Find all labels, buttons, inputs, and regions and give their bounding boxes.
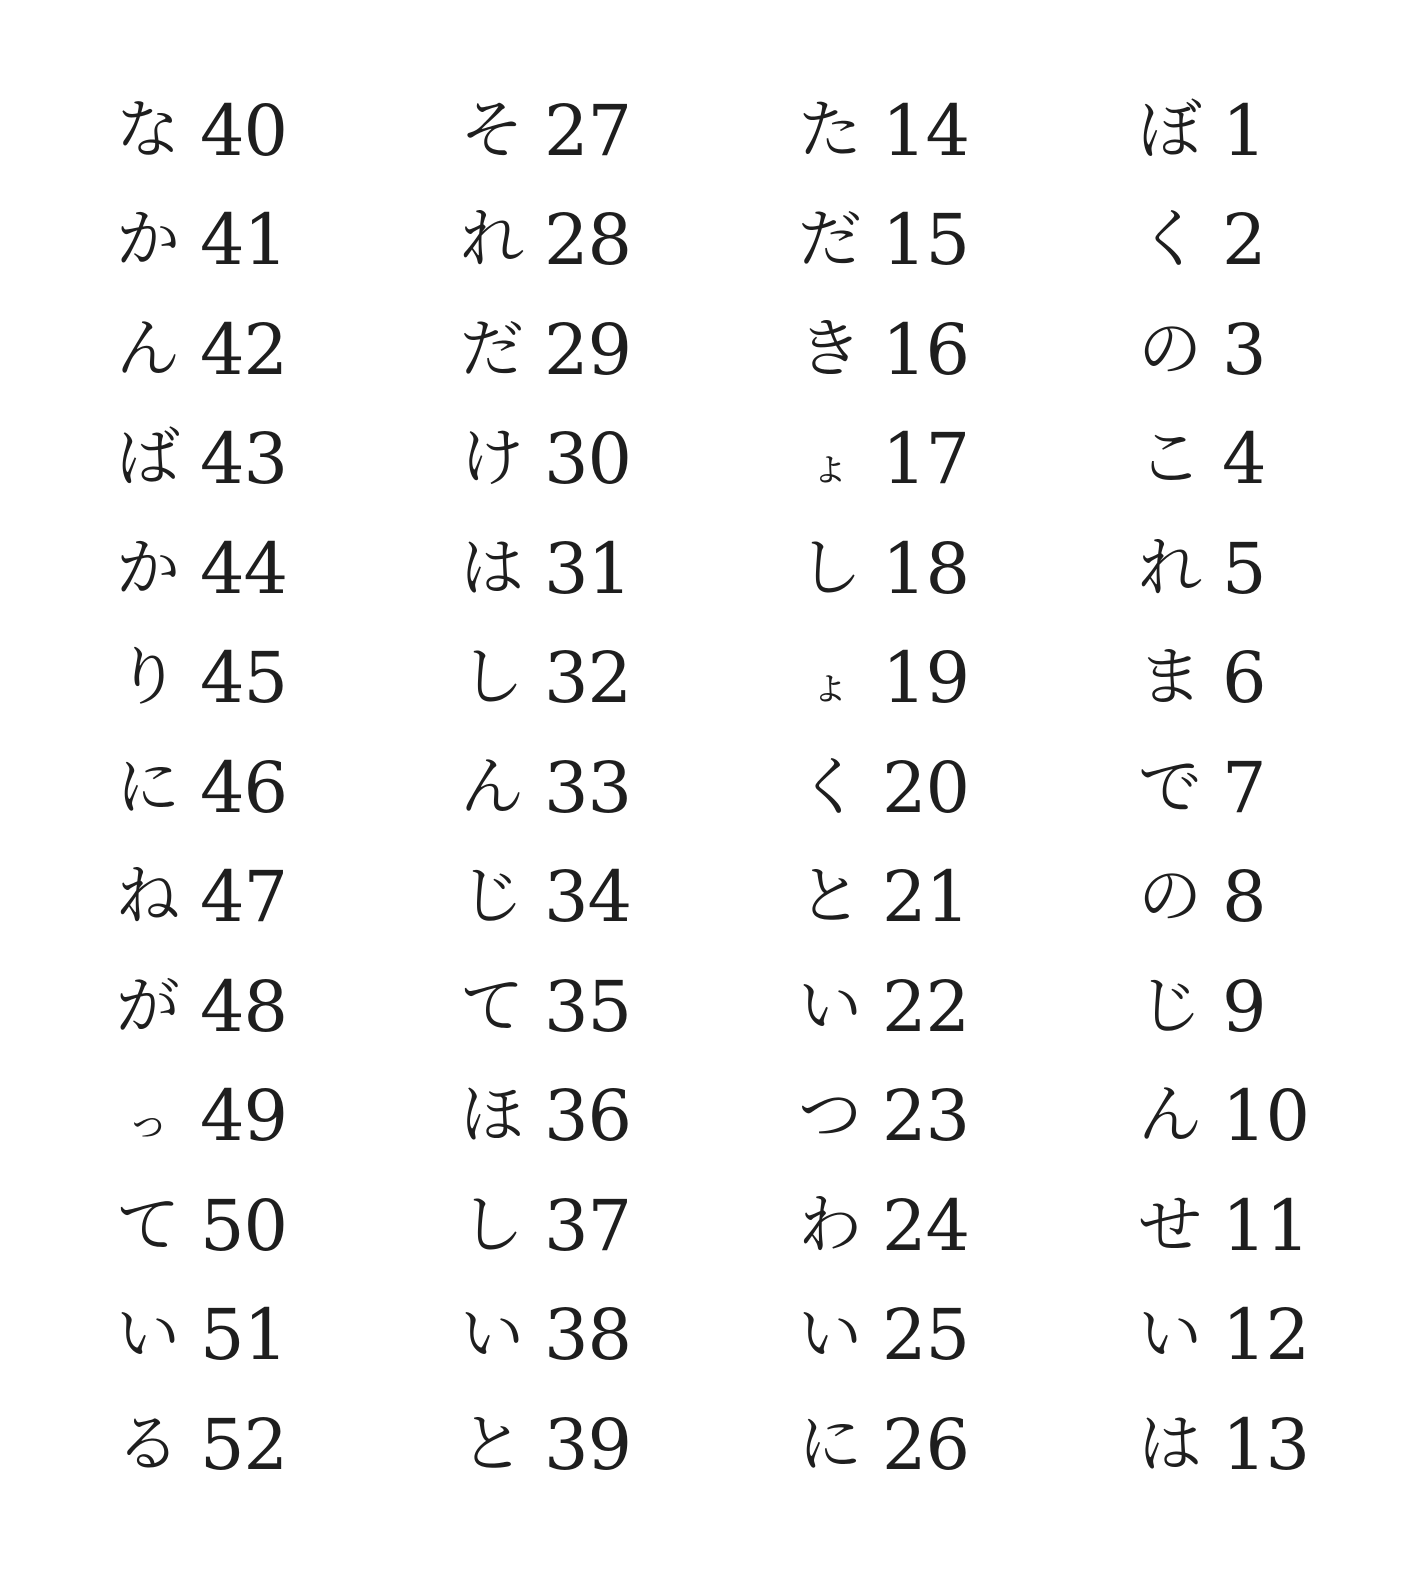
number: 11 xyxy=(1222,1184,1310,1267)
number: 49 xyxy=(200,1075,288,1158)
kana: た xyxy=(798,93,862,168)
entry-39 xyxy=(440,1390,740,1500)
kana: い xyxy=(798,1298,862,1373)
entry-31 xyxy=(440,514,740,624)
entry-8 xyxy=(1118,843,1410,953)
entry-52 xyxy=(96,1390,396,1500)
kana: い xyxy=(1138,1298,1202,1373)
number: 27 xyxy=(544,89,632,172)
column-1-13 xyxy=(1118,76,1410,1500)
number: 43 xyxy=(200,418,288,501)
entry-30 xyxy=(440,405,740,515)
entry-19 xyxy=(778,624,1078,734)
number: 19 xyxy=(882,637,970,720)
entry-34 xyxy=(440,843,740,953)
number: 26 xyxy=(882,1403,970,1486)
kana: ょ xyxy=(808,441,851,491)
kana: ん xyxy=(460,750,524,825)
kana: い xyxy=(798,969,862,1044)
entry-48 xyxy=(96,952,396,1062)
kana: に xyxy=(798,1407,862,1482)
number: 2 xyxy=(1222,199,1266,282)
kana: は xyxy=(460,531,524,606)
kana: し xyxy=(460,1188,524,1263)
entry-36 xyxy=(440,1062,740,1172)
number: 51 xyxy=(200,1294,288,1377)
number: 36 xyxy=(544,1075,632,1158)
number: 20 xyxy=(882,746,970,829)
number: 14 xyxy=(882,89,970,172)
number: 15 xyxy=(882,199,970,282)
kana: ょ xyxy=(808,660,851,710)
entry-14 xyxy=(778,76,1078,186)
entry-12 xyxy=(1118,1281,1410,1391)
kana: て xyxy=(116,1188,180,1263)
number: 3 xyxy=(1222,308,1266,391)
number: 21 xyxy=(882,856,970,939)
kana: だ xyxy=(798,203,862,278)
kana: ま xyxy=(1138,641,1202,716)
entry-7 xyxy=(1118,733,1410,843)
entry-41 xyxy=(96,186,396,296)
number: 29 xyxy=(544,308,632,391)
number: 42 xyxy=(200,308,288,391)
kana: だ xyxy=(460,312,524,387)
entry-25 xyxy=(778,1281,1078,1391)
kana: い xyxy=(116,1298,180,1373)
number: 18 xyxy=(882,527,970,610)
kana: ぼ xyxy=(1138,93,1202,168)
number: 17 xyxy=(882,418,970,501)
number: 40 xyxy=(200,89,288,172)
entry-22 xyxy=(778,952,1078,1062)
kana: に xyxy=(116,750,180,825)
number: 6 xyxy=(1222,637,1266,720)
kana: と xyxy=(460,1407,524,1482)
entry-46 xyxy=(96,733,396,843)
entry-9 xyxy=(1118,952,1410,1062)
number: 52 xyxy=(200,1403,288,1486)
number: 34 xyxy=(544,856,632,939)
kana: い xyxy=(460,1298,524,1373)
number: 28 xyxy=(544,199,632,282)
entry-32 xyxy=(440,624,740,734)
kana: ほ xyxy=(460,1079,524,1154)
kana: ね xyxy=(116,860,180,935)
entry-2 xyxy=(1118,186,1410,296)
kana: が xyxy=(116,969,180,1044)
entry-27 xyxy=(440,76,740,186)
column-14-26 xyxy=(778,76,1078,1500)
entry-44 xyxy=(96,514,396,624)
number: 32 xyxy=(544,637,632,720)
entry-50 xyxy=(96,1171,396,1281)
entry-42 xyxy=(96,295,396,405)
number: 48 xyxy=(200,965,288,1048)
kana: じ xyxy=(1138,969,1202,1044)
kana: で xyxy=(1138,750,1202,825)
entry-5 xyxy=(1118,514,1410,624)
number: 50 xyxy=(200,1184,288,1267)
kana: れ xyxy=(1138,531,1202,606)
kana: こ xyxy=(1138,422,1202,497)
entry-45 xyxy=(96,624,396,734)
entry-28 xyxy=(440,186,740,296)
entry-1 xyxy=(1118,76,1410,186)
number: 23 xyxy=(882,1075,970,1158)
entry-38 xyxy=(440,1281,740,1391)
entry-47 xyxy=(96,843,396,953)
kana: っ xyxy=(126,1098,169,1148)
kana: く xyxy=(798,750,862,825)
entry-4 xyxy=(1118,405,1410,515)
kana: じ xyxy=(460,860,524,935)
entry-10 xyxy=(1118,1062,1410,1172)
entry-24 xyxy=(778,1171,1078,1281)
entry-51 xyxy=(96,1281,396,1391)
entry-20 xyxy=(778,733,1078,843)
entry-43 xyxy=(96,405,396,515)
number: 5 xyxy=(1222,527,1266,610)
entry-49 xyxy=(96,1062,396,1172)
entry-26 xyxy=(778,1390,1078,1500)
kana: く xyxy=(1138,203,1202,278)
kana: の xyxy=(1138,312,1202,387)
entry-3 xyxy=(1118,295,1410,405)
kana: は xyxy=(1138,1407,1202,1482)
number: 22 xyxy=(882,965,970,1048)
kana: し xyxy=(460,641,524,716)
number: 8 xyxy=(1222,856,1266,939)
entry-35 xyxy=(440,952,740,1062)
entry-17 xyxy=(778,405,1078,515)
number: 38 xyxy=(544,1294,632,1377)
kana: か xyxy=(116,531,180,606)
kana: な xyxy=(116,93,180,168)
kana: ん xyxy=(116,312,180,387)
number: 1 xyxy=(1222,89,1266,172)
kana: れ xyxy=(460,203,524,278)
kana: ば xyxy=(116,422,180,497)
number: 41 xyxy=(200,199,288,282)
entry-15 xyxy=(778,186,1078,296)
entry-13 xyxy=(1118,1390,1410,1500)
number: 7 xyxy=(1222,746,1266,829)
kana: わ xyxy=(798,1188,862,1263)
entry-16 xyxy=(778,295,1078,405)
entry-6 xyxy=(1118,624,1410,734)
entry-21 xyxy=(778,843,1078,953)
number: 16 xyxy=(882,308,970,391)
entry-11 xyxy=(1118,1171,1410,1281)
kana: の xyxy=(1138,860,1202,935)
number: 31 xyxy=(544,527,632,610)
column-40-52 xyxy=(96,76,396,1500)
entry-29 xyxy=(440,295,740,405)
kana: け xyxy=(460,422,524,497)
kana: ん xyxy=(1138,1079,1202,1154)
kana: き xyxy=(798,312,862,387)
kana: り xyxy=(116,641,180,716)
entry-40 xyxy=(96,76,396,186)
kana: て xyxy=(460,969,524,1044)
number: 12 xyxy=(1222,1294,1310,1377)
number: 4 xyxy=(1222,418,1266,501)
entry-33 xyxy=(440,733,740,843)
number: 30 xyxy=(544,418,632,501)
entry-23 xyxy=(778,1062,1078,1172)
number: 47 xyxy=(200,856,288,939)
kana: と xyxy=(798,860,862,935)
number: 44 xyxy=(200,527,288,610)
number: 25 xyxy=(882,1294,970,1377)
entry-37 xyxy=(440,1171,740,1281)
kana: つ xyxy=(798,1079,862,1154)
number: 24 xyxy=(882,1184,970,1267)
entry-18 xyxy=(778,514,1078,624)
number: 33 xyxy=(544,746,632,829)
number: 37 xyxy=(544,1184,632,1267)
number: 13 xyxy=(1222,1403,1310,1486)
kana: そ xyxy=(460,93,524,168)
kana: る xyxy=(116,1407,180,1482)
number: 45 xyxy=(200,637,288,720)
number: 10 xyxy=(1222,1075,1310,1158)
kana: し xyxy=(798,531,862,606)
kana: か xyxy=(116,203,180,278)
column-27-39 xyxy=(440,76,740,1500)
number: 9 xyxy=(1222,965,1266,1048)
kana: せ xyxy=(1138,1188,1202,1263)
number: 35 xyxy=(544,965,632,1048)
number: 46 xyxy=(200,746,288,829)
number: 39 xyxy=(544,1403,632,1486)
